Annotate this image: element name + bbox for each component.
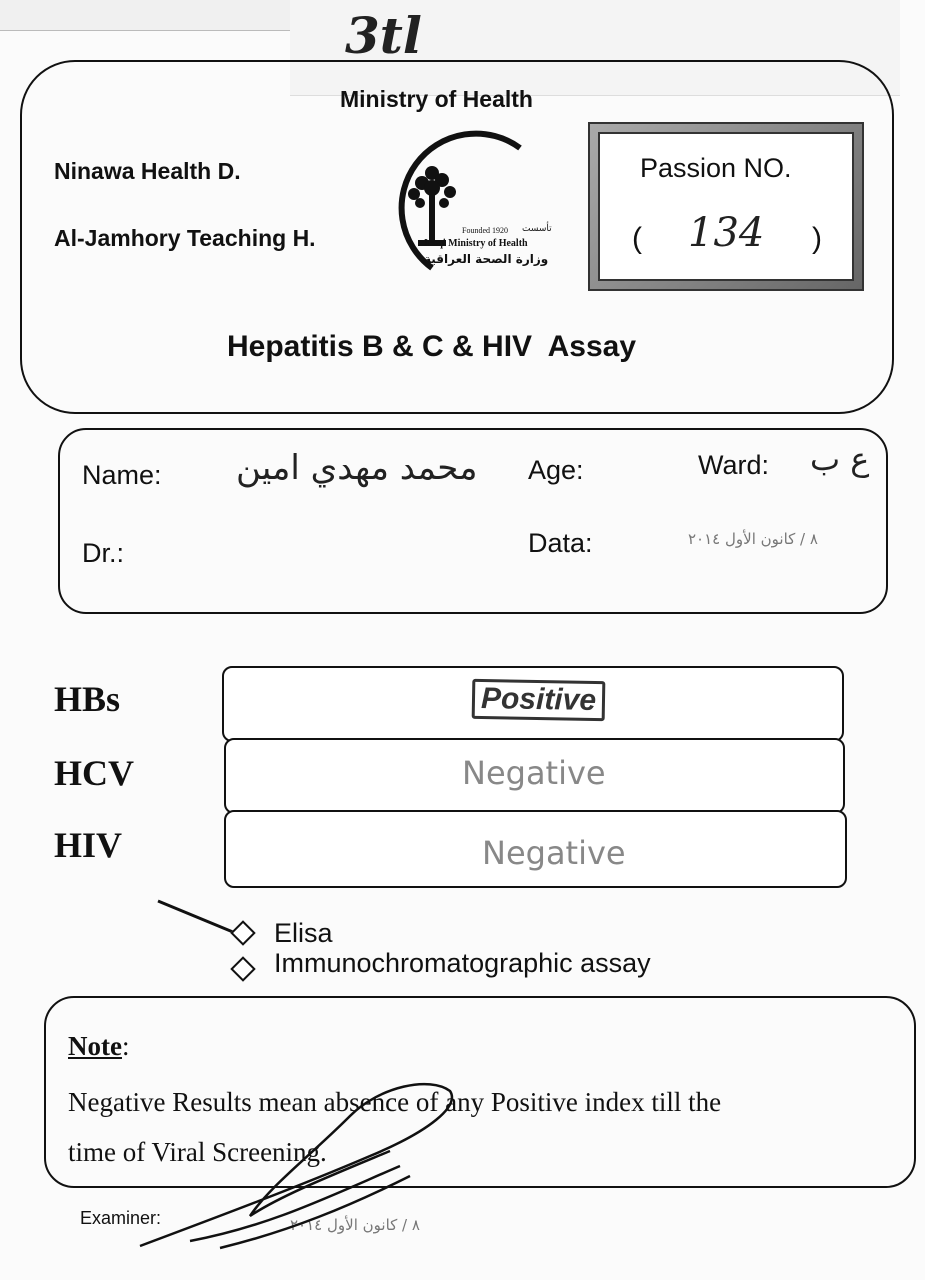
- result-hiv: Negative: [482, 834, 626, 872]
- ward-value: ع ب: [810, 440, 870, 478]
- note-line-2: time of Viral Screening.: [68, 1137, 327, 1167]
- note-label: [68, 1026, 130, 1066]
- examiner-date-stamp: ٨ / كانون الأول ٢٠١٤: [290, 1216, 420, 1234]
- logo-ministry-en: Iraqi Ministry of Health: [424, 238, 528, 249]
- examiner-signature: [130, 1076, 470, 1266]
- note-line-1: Negative Results mean absence of any Positive index till the: [68, 1087, 722, 1117]
- date-label: Data:: [528, 528, 593, 558]
- note-colon: :: [121, 1031, 130, 1061]
- assay-title: Hepatitis B & C & HIV Assay: [227, 330, 636, 363]
- name-value: محمد مهدي امين: [236, 448, 478, 488]
- method-elisa: Elisa: [274, 918, 333, 948]
- ward-label: Ward:: [698, 450, 770, 480]
- test-label-hcv: HCV: [54, 753, 134, 793]
- directorate-name: Ninawa Health D.: [54, 158, 241, 184]
- passion-number: 134: [688, 210, 765, 256]
- result-hcv: Negative: [462, 754, 606, 792]
- result-hbs-positive-stamp: Positive: [472, 679, 606, 721]
- ministry-title: Ministry of Health: [340, 86, 533, 112]
- passion-open-paren: (: [632, 222, 642, 255]
- date-stamp: ٨ / كانون الأول ٢٠١٤: [688, 530, 818, 548]
- handwritten-number: 3tl: [345, 6, 422, 65]
- logo-arabic-founded: تأسست: [522, 224, 552, 234]
- logo-ministry-ar: وزارة الصحة العراقية: [424, 252, 549, 266]
- test-label-hiv: HIV: [54, 825, 123, 865]
- doctor-label: Dr.:: [82, 538, 125, 568]
- test-label-hbs: HBs: [54, 679, 121, 719]
- method-immunochromatographic: Immunochromatographic assay: [274, 948, 651, 978]
- top-paper-strip: [0, 0, 290, 31]
- passion-label: Passion NO.: [640, 153, 792, 183]
- note-label-text: Note: [68, 1031, 122, 1061]
- examiner-label: Examiner:: [80, 1208, 162, 1228]
- passion-close-paren: ): [812, 222, 822, 255]
- hospital-name: Al-Jamhory Teaching H.: [54, 225, 316, 251]
- age-label: Age:: [528, 455, 584, 485]
- logo-founded: Founded 1920: [462, 226, 508, 235]
- name-label: Name:: [82, 460, 162, 490]
